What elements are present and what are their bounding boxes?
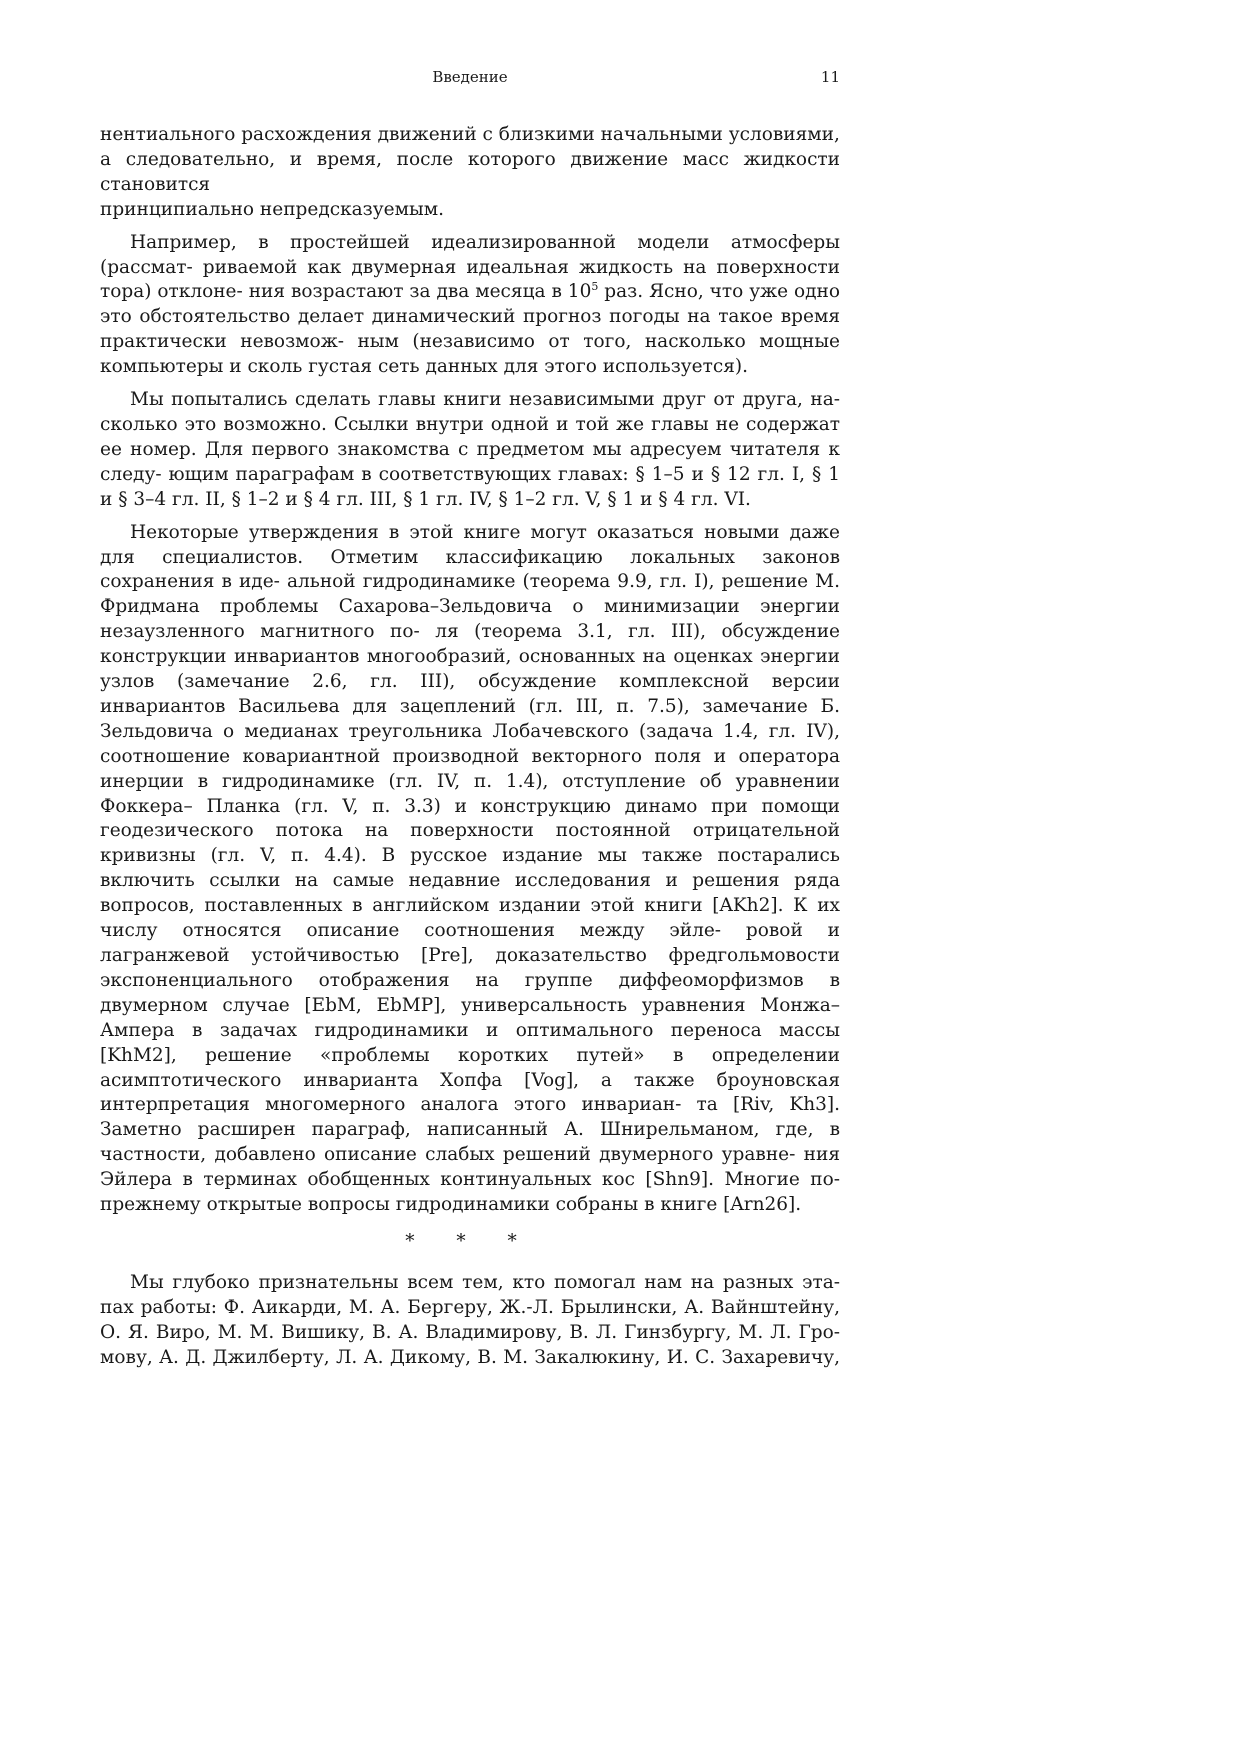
running-head-title: Введение [432,68,508,86]
paragraph-1-line-2: а следовательно, и время, после которого движение масс жидкости становится [100,148,840,195]
running-head [100,68,840,90]
section-separator: * * * [405,1230,535,1252]
paragraph-2-exponent: 5 [591,280,599,294]
paragraph-3: Мы попытались сделать главы книги независимыми друг от друга, на- сколько это возможно. Ссылки внутри одной и той же главы не содержат ее номер. Для первого знакомства с предметом мы адресуем читателя к следу- ющим параграфам в соответствующих главах: § 1–5 и § 12 гл. I, § 1 и § 3–4 гл. II, § 1–2 и § 4 гл. III, § 1 гл. IV, § 1–2 гл. V, § 1 и § 4 гл. VI. [100,389,840,510]
paragraph-1-line-1: нентиального расхождения движений с близкими начальными условиями, [100,124,840,145]
body-text [100,123,840,1379]
paragraph-1-line-3: принципиально непредсказуемым. [100,198,444,220]
paragraph-4: Некоторые утверждения в этой книге могут оказаться новыми даже для специалистов. Отметим классификацию локальных законов сохранения в иде- альной гидродинамике (теорема 9.9, гл. I), решение М. Фридмана проблемы Сахарова–Зельдовича о минимизации энергии незаузленного магнитного по- ля (теорема 3.1, гл. III), обсуждение конструкции инвариантов многообразий, основанных на оценках энергии узлов (замечание 2.6, гл. III), обсуждение комплексной версии инвариантов Васильева для зацеплений (гл. III, п. 7.5), замечание Б. Зельдовича о медианах треугольника Лобачевского (задача 1.4, гл. IV), соотношение ковариантной производной векторного поля и оператора инерции в гидродинамике (гл. IV, п. 1.4), отступление об уравнении Фоккера– Планка (гл. V, п. 3.3) и конструкцию динамо при помощи геодезического потока на поверхности постоянной отрицательной кривизны (гл. V, п. 4.4). В русское издание мы также постарались включить ссылки на самые недавние исследования и решения ряда вопросов, поставленных в английском издании этой книги [AKh2]. К их числу относятся описание соотношения между эйле- ровой и лагранжевой устойчивостью [Pre], доказательство фредгольмовости экспоненциального отображения на группе диффеоморфизмов в двумерном случае [EbM, EbMP], универсальность уравнения Монжа–Ампера в задачах гидродинамики и оптимального переноса массы [KhM2], решение «проблемы коротких путей» в определении асимптотического инварианта Хопфа [Vog], а также броуновская интерпретация многомерного аналога этого инвариан- та [Riv, Kh3]. Заметно расширен параграф, написанный А. Шнирельманом, где, в частности, добавлено описание слабых решений двумерного уравне- ния Эйлера в терминах обобщенных континуальных кос [Shn9]. Многие по- прежнему открытые вопросы гидродинамики собраны в книге [Arn26]. [100,521,840,1216]
paragraph-2 [100,231,840,380]
paragraph-2-text-b: раз. Ясно, что уже одно это обстоятельство делает динамический прогноз погоды на такое время практически невозмож- ным (независимо от того, насколько мощные компьютеры и сколь густая сеть данных для этого используется). [100,281,840,378]
paragraph-1 [100,123,840,223]
acknowledgements-paragraph: Мы глубоко признательны всем тем, кто помогал нам на разных эта- пах работы: Ф. Аикарди, М. А. Бергеру, Ж.-Л. Брылински, А. Вайнштейну, О. Я. Виро, М. М. Вишику, В. А. Владимирову, В. Л. Гинзбургу, М. Л. Гро- мову, А. Д. Джилберту, Л. А. Дикому, В. М. Закалюкину, И. С. Захаревичу, [100,1271,840,1368]
paragraph-2-text-a: Например, в простейшей идеализированной модели атмосферы (рассмат- риваемой как двумерная идеальная жидкость на поверхности тора) отклоне- ния возрастают за два месяца в 10 [100,231,840,303]
page-number: 11 [820,68,840,86]
